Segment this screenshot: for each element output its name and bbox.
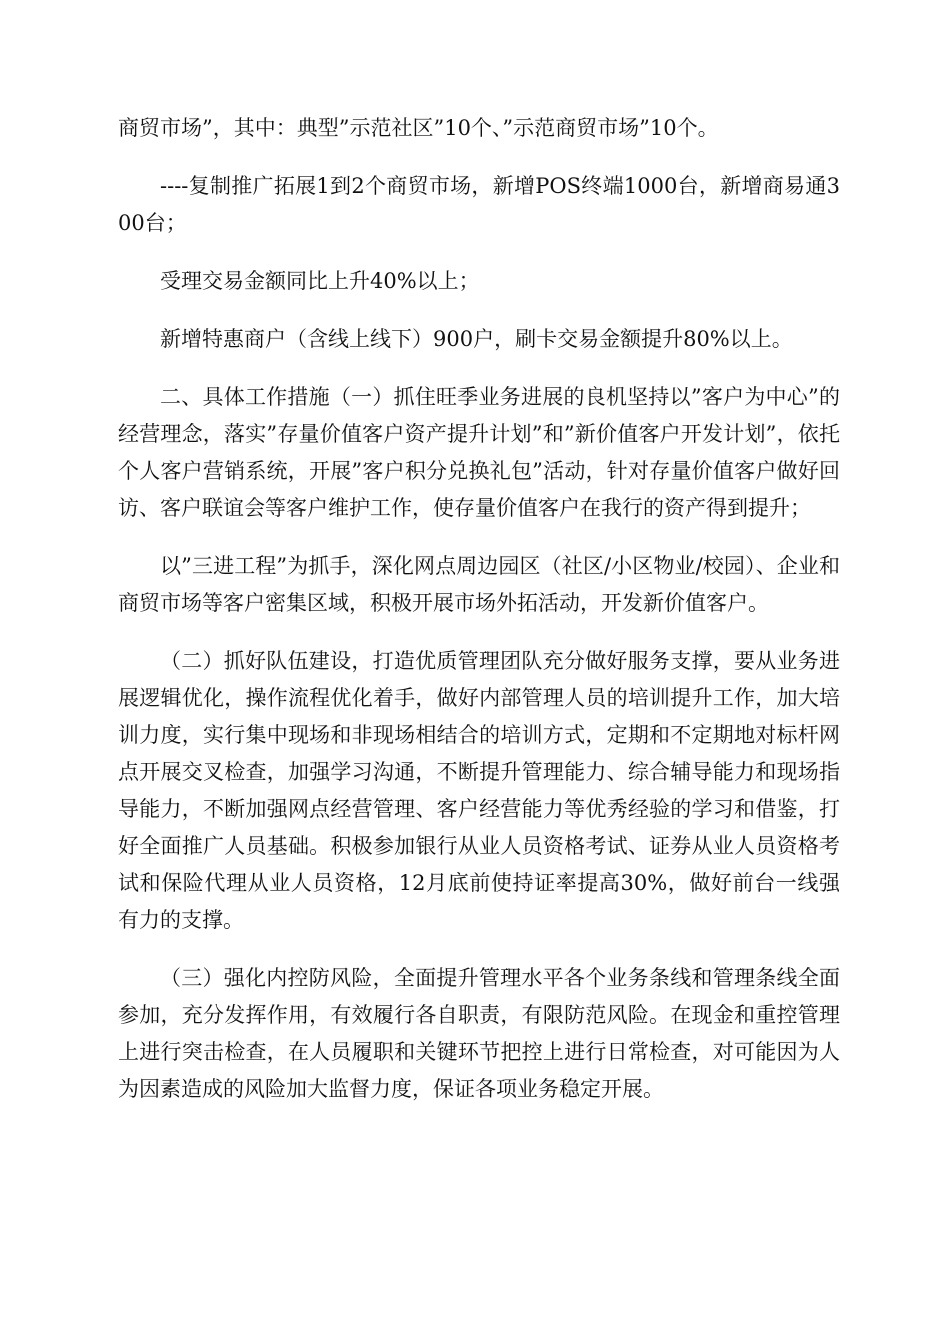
paragraph-7: （二）抓好队伍建设，打造优质管理团队充分做好服务支撑，要从业务进展逻辑优化，操作流程优化着手，做好内部管理人员的培训提升工作，加大培训力度，实行集中现场和非现场相结合的培训方式，定期和不定期地对标杆网点开展交叉检查，加强学习沟通，不断提升管理能力、综合辅导能力和现场指导能力，不断加强网点经营管理、客户经营能力等优秀经验的学习和借鉴，打好全面推广人员基础。积极参加银行从业人员资格考试、证券从业人员资格考试和保险代理从业人员资格，12月底前使持证率提高30%，做好前台一线强有力的支撑。 <box>118 649 840 932</box>
paragraph-8: （三）强化内控防风险，全面提升管理水平各个业务条线和管理条线全面参加，充分发挥作用，有效履行各自职责，有限防范风险。在现金和重控管理上进行突击检查，在人员履职和关键环节把控上进行日常检查，对可能因为人为因素造成的风险加大监督力度，保证各项业务稳定开展。 <box>118 966 840 1101</box>
paragraph-3: 受理交易金额同比上升40%以上； <box>160 269 480 293</box>
paragraph-5: 二、具体工作措施（一）抓住旺季业务进展的良机坚持以”客户为中心”的经营理念，落实”存量价值客户资产提升计划”和”新价值客户开发计划”，依托个人客户营销系统，开展”客户积分兑换礼包”活动，针对存量价值客户做好回访、客户联谊会等客户维护工作，使存量价值客户在我行的资产得到提升； <box>118 385 840 520</box>
paragraph-1: 商贸市场”，其中：典型”示范社区”10个、”示范商贸市场”10个。 <box>118 116 719 140</box>
paragraph-6: 以”三进工程”为抓手，深化网点周边园区（社区/小区物业/校园）、企业和商贸市场等客户密集区域，积极开展市场外拓活动，开发新价值客户。 <box>118 554 840 615</box>
document-body <box>118 110 840 1129</box>
paragraph-2: ----复制推广拓展1到2个商贸市场，新增POS终端1000台，新增商易通300台； <box>118 174 840 235</box>
paragraph-4: 新增特惠商户（含线上线下）900户，刷卡交易金额提升80%以上。 <box>160 327 793 351</box>
